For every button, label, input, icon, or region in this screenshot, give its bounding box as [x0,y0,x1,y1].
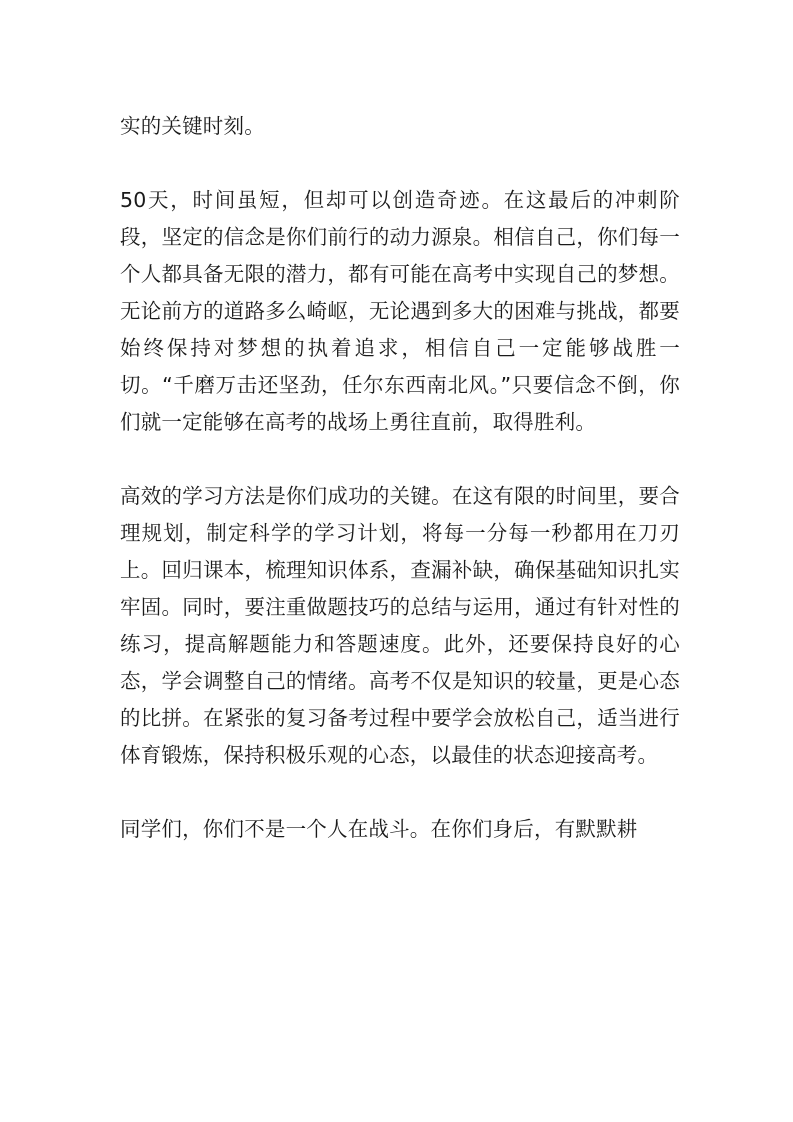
paragraph-study-method: 高效的学习方法是你们成功的关键。在这有限的时间里，要合理规划，制定科学的学习计划，将每一分每一秒都用在刀刃上。回归课本，梳理知识体系，查漏补缺，确保基础知识扎实牢固。同时，要注重做题技巧的总结与运用，通过有针对性的练习，提高解题能力和答题速度。此外，还要保持良好的心态，学会调整自己的情绪。高考不仅是知识的较量，更是心态的比拼。在紧张的复习备考过程中要学会放松自己，适当进行体育锻炼，保持积极乐观的心态，以最佳的状态迎接高考。 [120,484,680,767]
paragraph-intro-fragment: 实的关键时刻。 [120,114,265,138]
document-body [120,108,680,848]
paragraph-belief: 50天，时间虽短，但却可以创造奇迹。在这最后的冲刺阶段，坚定的信念是你们前行的动力源泉。相信自己，你们每一个人都具备无限的潜力，都有可能在高考中实现自己的梦想。无论前方的道路多么崎岖，无论遇到多大的困难与挑战，都要始终保持对梦想的执着追求，相信自己一定能够战胜一切。“千磨万击还坚劲，任尔东西南北风。”只要信念不倒，你们就一定能够在高考的战场上勇往直前，取得胜利。 [120,188,680,434]
paragraph-support-fragment: 同学们，你们不是一个人在战斗。在你们身后，有默默耕 [120,817,638,841]
